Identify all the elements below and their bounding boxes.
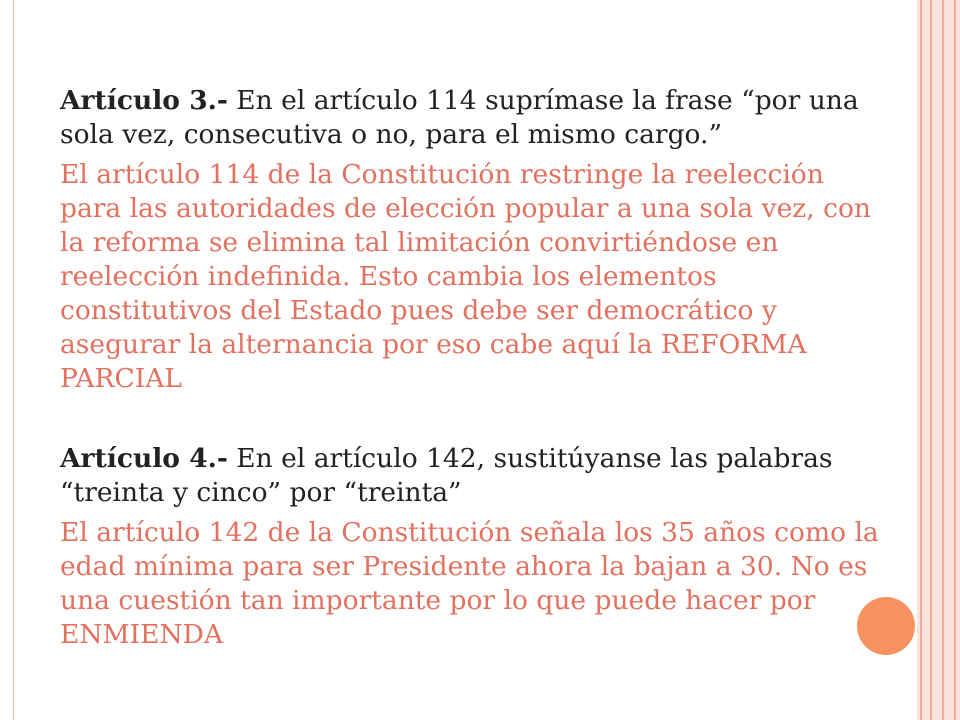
right-stripe-1 bbox=[920, 0, 922, 720]
article-3-heading: Artículo 3.- bbox=[60, 85, 228, 116]
article-3-text: En el artículo 114 suprímase la frase “por una sola vez, consecutiva o no, para el mismo cargo.” bbox=[60, 85, 859, 150]
article-3-statement bbox=[60, 84, 890, 152]
slide-content bbox=[60, 84, 890, 652]
right-stripe-4 bbox=[954, 0, 956, 720]
article-4-text: En el artículo 142, sustitúyanse las palabras “treinta y cinco” por “treinta” bbox=[60, 443, 833, 508]
article-4-statement bbox=[60, 442, 890, 510]
right-stripe-2 bbox=[930, 0, 932, 720]
article-4-heading: Artículo 4.- bbox=[60, 443, 228, 474]
article-4-commentary: El artículo 142 de la Constitución señala los 35 años como la edad mínima para ser Presidente ahora la bajan a 30. No es una cuestión tan importante por lo que puede hacer por ENMIENDA bbox=[60, 517, 879, 650]
right-stripe-3 bbox=[942, 0, 944, 720]
left-margin-line bbox=[13, 0, 14, 720]
article-3-commentary: El artículo 114 de la Constitución restringe la reelección para las autoridades de elección popular a una sola vez, con la reforma se elimina tal limitación convirtiéndose en reelección indefinida. Esto cambia los elementos constitutivos del Estado pues debe ser democrático y asegurar la alternancia por eso cabe aquí la REFORMA PARCIAL bbox=[60, 159, 871, 394]
